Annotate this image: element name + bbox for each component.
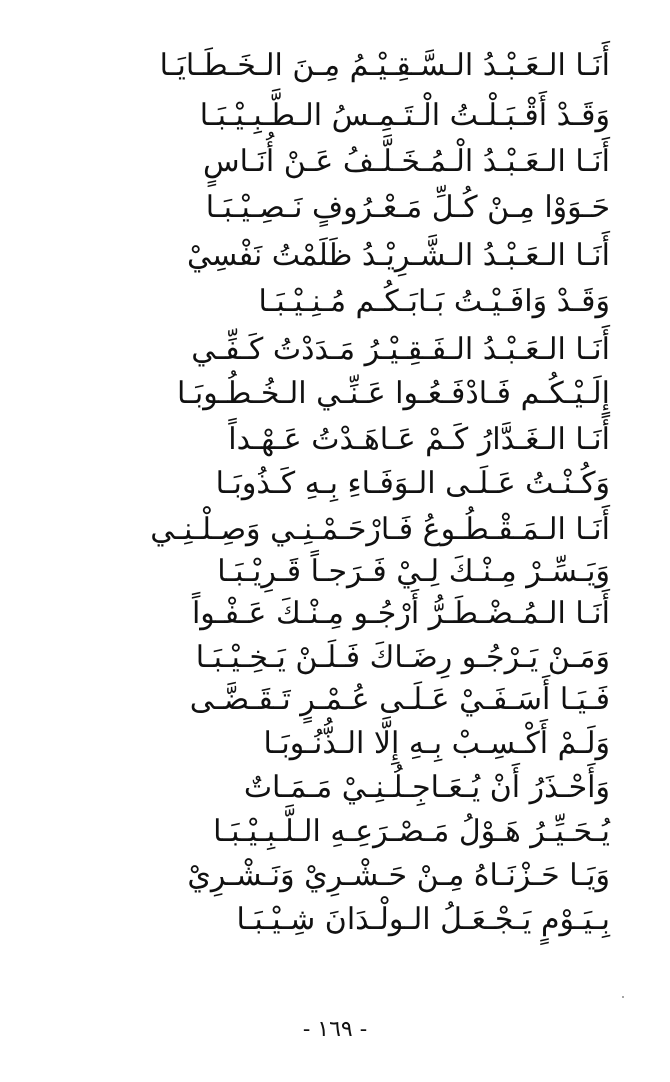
verse-4-second-hemistich: إِلَـيْـكُـم فَـادْفَـعُـوا عَـنِّـي الـخُـطُـوبَـا — [176, 376, 610, 411]
scan-speck — [622, 996, 624, 998]
verse-2-first-hemistich: أَنَـا الـعَـبْـدُ الْـمُـخَـلَّـفُ عَـنْ أُنَـاسٍ — [203, 144, 610, 179]
verse-1-second-hemistich: وَقَـدْ أَقْـبَـلْـتُ الْـتَـمِـسُ الـطَّـبِـيْـبَـا — [199, 98, 610, 133]
verse-3-first-hemistich: أَنَـا الـعَـبْـدُ الـشَّـرِيْـدُ ظَلَمْتُ نَفْسِيْ — [186, 238, 610, 273]
verse-9-second-hemistich: يُـحَـيِّـرُ هَـوْلُ مَـصْـرَعِـهِ الـلَّـبِـيْـبَـا — [213, 814, 610, 849]
verse-10-second-hemistich: بِـيَـوْمٍ يَـجْـعَـلُ الـولْـدَانَ شِـيْـبَـا — [236, 902, 610, 937]
verse-6-second-hemistich: وَيَـسِّـرْ مِـنْـكَ لِـيْ فَـرَجـاً قَـرِيْـبَـا — [217, 554, 610, 589]
verse-8-second-hemistich: وَلَـمْ أَكْـسِـبْ بِـهِ إِلَّا الـذُّنُـوبَـا — [263, 726, 610, 761]
verse-9-first-hemistich: وَأَحْـذَرُ أَنْ يُـعَـاجِـلُـنِـيْ مَـمَـاتٌ — [243, 770, 610, 805]
verse-7-first-hemistich: أَنَـا الـمُـضْـطَـرُّ أَرْجُـو مِـنْـكَ عَـفْـواً — [191, 596, 610, 631]
verse-2-second-hemistich: حَـوَوْا مِـنْ كُـلِّ مَـعْـرُوفٍ نَـصِـيْـبَـا — [205, 190, 610, 225]
verse-5-second-hemistich: وَكُـنْـتُ عَـلَـى الـوَفَـاءِ بِـهِ كَـذُوبَـا — [215, 466, 610, 501]
verse-8-first-hemistich: فَـيَـا أَسَـفَـيْ عَـلَـى عُـمْـرٍ تَـقَـضَّـى — [189, 682, 610, 717]
verse-3-second-hemistich: وَقَـدْ وَافَـيْـتُ بَـابَـكُـم مُـنِـيْـبَـا — [258, 284, 610, 319]
page-number: - ١٦٩ - — [302, 1017, 368, 1042]
verse-5-first-hemistich: أَنَـا الـغَـدَّارُ كَـمْ عَـاهَـدْتُ عَـهْـداً — [228, 422, 610, 457]
verse-6-first-hemistich: أَنَـا الـمَـقْـطُـوعُ فَـارْحَـمْـنِـي وَصِـلْـنِـي — [150, 512, 610, 547]
verse-10-first-hemistich: وَيَـا حَـزْنَـاهُ مِـنْ حَـشْـرِيْ وَنَـشْـرِيْ — [187, 858, 610, 893]
verse-1-first-hemistich: أَنَـا الـعَـبْـدُ الـسَّـقِـيْـمُ مِـنَ الـخَـطَـايَـا — [159, 48, 610, 83]
verse-4-first-hemistich: أَنَـا الـعَـبْـدُ الـفَـقِـيْـرُ مَـدَدْتُ كَـفِّـي — [191, 332, 610, 367]
verse-7-second-hemistich: وَمَـنْ يَـرْجُـو رِضَـاكَ فَـلَـنْ يَـخِـيْـبَـا — [195, 640, 610, 675]
